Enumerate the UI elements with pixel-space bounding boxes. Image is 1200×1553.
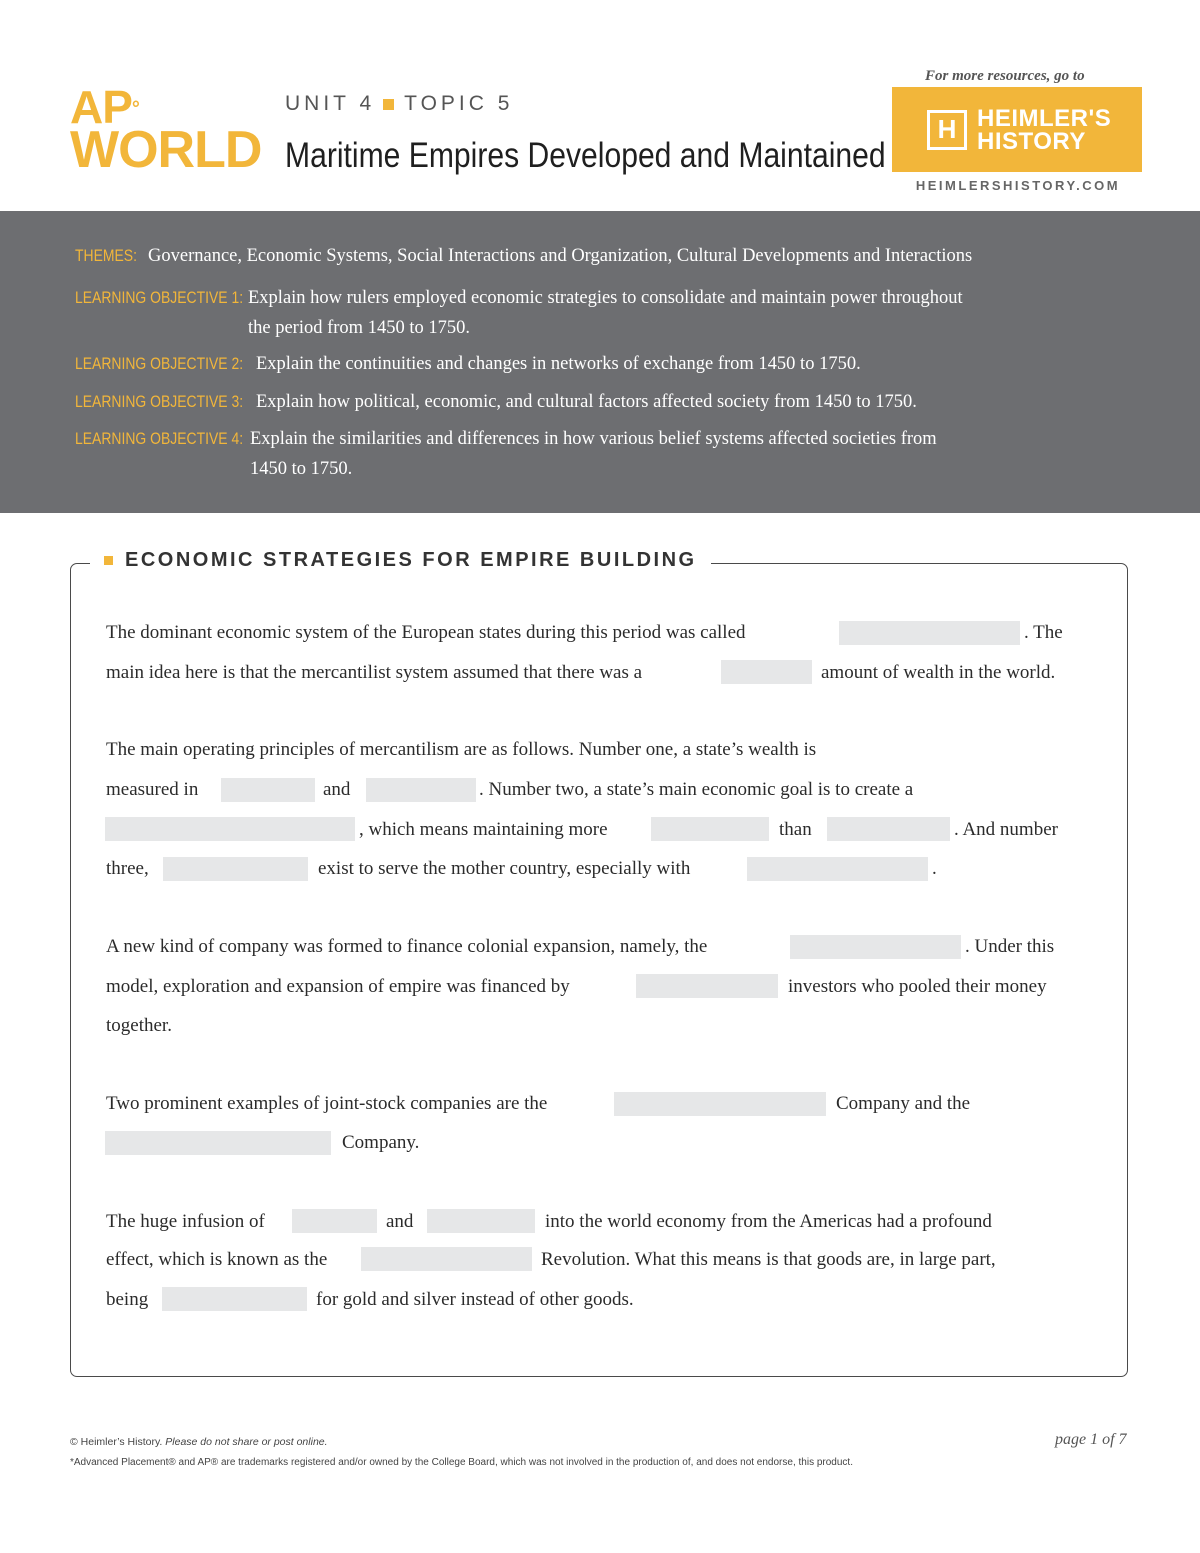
p2-text-g: . And number [954, 819, 1058, 840]
themes-text: Governance, Economic Systems, Social Interactions and Organization, Cultural Developments and Interactions [148, 246, 973, 266]
logo-degree: ° [131, 98, 139, 120]
objective-1-text: Explain how rulers employed economic strategies to consolidate and maintain power throughout [248, 288, 963, 308]
p4-text-a: Two prominent examples of joint-stock companies are the [106, 1093, 548, 1114]
p5-text-c: into the world economy from the Americas had a profound [545, 1211, 992, 1232]
copyright-line [70, 1436, 328, 1448]
p2-text-f: than [779, 819, 812, 840]
objective-2-label: LEARNING OBJECTIVE 2: [75, 354, 244, 373]
unit-label: UNIT 4 [285, 92, 376, 115]
p2-text-c: and [323, 779, 351, 800]
blank-input[interactable] [636, 974, 778, 998]
p3-text-b: . Under this [965, 936, 1055, 957]
p2-text-h: three, [106, 858, 149, 879]
ap-world-logo [70, 81, 270, 184]
blank-input[interactable] [221, 778, 315, 802]
heimlers-h-icon: H [927, 110, 967, 150]
brand-line-2: HISTORY [977, 127, 1086, 155]
section-title [90, 549, 711, 572]
section-title-text: ECONOMIC STRATEGIES FOR EMPIRE BUILDING [125, 549, 697, 571]
objective-4-row [75, 429, 937, 479]
blank-input[interactable] [747, 857, 928, 881]
logo-world: WORLD [70, 121, 262, 179]
p2-text-i: exist to serve the mother country, especially with [318, 858, 691, 879]
themes-objectives-band [0, 211, 1200, 513]
p2-text-b: measured in [106, 779, 199, 800]
p2-text-d: . Number two, a state’s main economic goal is to create a [479, 779, 914, 800]
p1-text-b: . The [1024, 622, 1063, 643]
blank-input[interactable] [651, 817, 769, 841]
page-title: Maritime Empires Developed and Maintained [285, 136, 886, 175]
topic-label: TOPIC 5 [404, 92, 514, 115]
blank-input[interactable] [614, 1092, 826, 1116]
objective-1-text-cont: the period from 1450 to 1750. [248, 318, 470, 338]
brand-line-1: HEIMLER'S [977, 104, 1112, 132]
blank-input[interactable] [162, 1287, 307, 1311]
p3-text-c: model, exploration and expansion of empire was financed by [106, 976, 570, 997]
blank-input[interactable] [105, 1131, 331, 1155]
themes-row [75, 246, 973, 267]
p5-text-f: being [106, 1289, 149, 1310]
blank-input[interactable] [366, 778, 476, 802]
unit-topic-line [285, 92, 513, 116]
objective-1-row [75, 288, 963, 338]
blank-input[interactable] [105, 817, 355, 841]
more-resources-text: For more resources, go to [925, 68, 1085, 84]
blank-input[interactable] [721, 660, 812, 684]
blank-input[interactable] [361, 1247, 532, 1271]
p5-text-a: The huge infusion of [106, 1211, 265, 1232]
p3-text-a: A new kind of company was formed to finance colonial expansion, namely, the [106, 936, 708, 957]
blank-input[interactable] [427, 1209, 535, 1233]
website-link[interactable]: HEIMLERSHISTORY.COM [915, 178, 1121, 193]
objective-3-label: LEARNING OBJECTIVE 3: [75, 392, 244, 411]
section-square-icon [104, 556, 113, 565]
logo-ap: AP [70, 81, 132, 133]
p3-text-d: investors who pooled their money [788, 976, 1047, 997]
objective-1-label: LEARNING OBJECTIVE 1: [75, 288, 244, 307]
themes-label: THEMES: [75, 246, 137, 265]
p2-text-e: , which means maintaining more [359, 819, 608, 840]
p4-text-c: Company. [342, 1132, 420, 1153]
copyright-text: © Heimler’s History. [70, 1436, 163, 1448]
p2-text-j: . [932, 858, 937, 879]
objective-4-text: Explain the similarities and differences in how various belief systems affected societies from [250, 429, 937, 449]
blank-input[interactable] [292, 1209, 377, 1233]
objective-4-text-cont: 1450 to 1750. [250, 459, 353, 479]
blank-input[interactable] [839, 621, 1020, 645]
p1-text-d: amount of wealth in the world. [821, 662, 1056, 683]
objective-4-label: LEARNING OBJECTIVE 4: [75, 429, 244, 448]
p5-text-d: effect, which is known as the [106, 1249, 328, 1270]
p2-text-a: The main operating principles of mercantilism are as follows. Number one, a state’s wealth is [106, 739, 817, 760]
heimlers-history-logo[interactable] [892, 87, 1142, 172]
blank-input[interactable] [163, 857, 308, 881]
share-notice: Please do not share or post online. [165, 1436, 328, 1448]
trademark-notice: *Advanced Placement® and AP® are trademarks registered and/or owned by the College Board, which was not involved in the production of, and does not endorse, this product. [70, 1457, 853, 1468]
objective-3-text: Explain how political, economic, and cultural factors affected society from 1450 to 1750. [256, 392, 917, 412]
p1-text-a: The dominant economic system of the European states during this period was called [106, 622, 746, 643]
objective-2-row [75, 354, 861, 375]
blank-input[interactable] [790, 935, 961, 959]
separator-square-icon [383, 99, 394, 110]
blank-input[interactable] [827, 817, 950, 841]
p3-text-e: together. [106, 1015, 172, 1036]
p5-text-g: for gold and silver instead of other goods. [316, 1289, 634, 1310]
p4-text-b: Company and the [836, 1093, 971, 1114]
objective-2-text: Explain the continuities and changes in networks of exchange from 1450 to 1750. [256, 354, 861, 374]
p5-text-b: and [386, 1211, 414, 1232]
page-number: page 1 of 7 [1055, 1431, 1127, 1448]
p5-text-e: Revolution. What this means is that goods are, in large part, [541, 1249, 996, 1270]
p1-text-c: main idea here is that the mercantilist system assumed that there was a [106, 662, 643, 683]
objective-3-row [75, 392, 917, 413]
